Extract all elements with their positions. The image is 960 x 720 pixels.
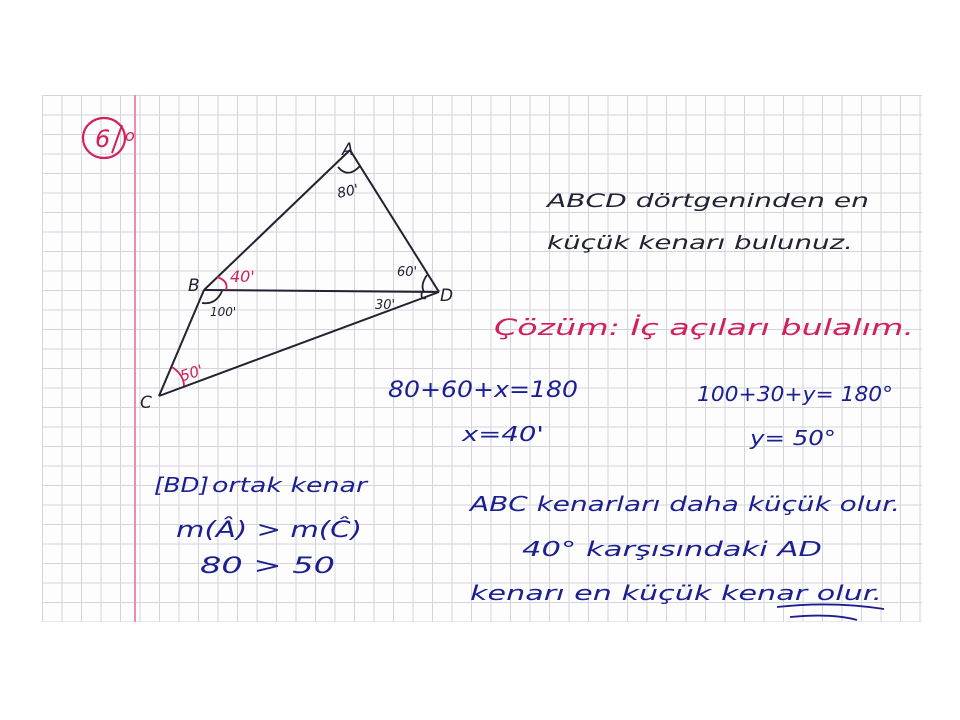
vertex-b-label: B: [188, 276, 200, 296]
note-angle-comparison: m(Â) > m(Ĉ): [176, 518, 317, 543]
side-ab: [204, 150, 350, 290]
equation-left-2: x=40': [460, 422, 544, 446]
arc-a: [338, 166, 360, 173]
angle-c-label: 50': [177, 360, 206, 386]
angle-d-lower-label: 30': [375, 298, 396, 313]
problem-number: 6: [95, 125, 111, 153]
arc-d-upper: [423, 275, 427, 292]
vertex-c-label: C: [140, 393, 152, 413]
question-line-2: küçük kenarı bulunuz.: [547, 232, 853, 254]
equation-left-1: 80+60+x=180: [388, 378, 578, 403]
arc-b-lower: [202, 291, 222, 303]
equation-right-2: y= 50°: [748, 426, 836, 450]
conclusion-line-1: ABC kenarları daha küçük olur.: [467, 492, 900, 516]
angle-a-label: 80': [335, 181, 361, 202]
note-common-side: ortak kenar: [212, 473, 370, 497]
note-bracket-bd: [BD]: [154, 473, 209, 497]
conclusion-underline: [777, 604, 884, 620]
conclusion-line-2: 40° karşısındaki AD: [522, 537, 822, 561]
solution-heading: Çözüm: İç açıları bulalım.: [494, 316, 772, 341]
question-line-1: ABCD dörtgeninden en: [544, 190, 869, 212]
drawing-canvas: [42, 95, 922, 622]
problem-suffix: o: [125, 126, 135, 145]
vertex-a-label: A: [342, 140, 354, 160]
side-ad: [350, 150, 439, 292]
vertex-d-label: D: [440, 286, 454, 306]
angle-b-upper-label: 40': [230, 267, 255, 286]
notebook-page: [42, 95, 922, 622]
diagonal-bd: [204, 290, 439, 292]
note-value-comparison: 80 > 50: [200, 554, 335, 579]
angle-d-upper-label: 60': [397, 265, 418, 280]
arc-b-upper: [217, 277, 227, 290]
conclusion-line-3: kenarı en küçük kenar olur.: [470, 581, 882, 605]
equation-right-1: 100+30+y= 180°: [697, 382, 893, 406]
angle-b-lower-label: 100': [210, 305, 237, 319]
